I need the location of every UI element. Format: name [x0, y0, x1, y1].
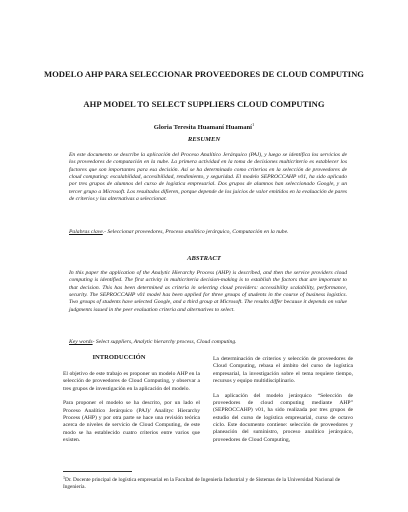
palabras-clave [69, 229, 347, 236]
resumen-text: En este documento se describe la aplicación del Proceso Analítico Jerárquico (PAJ), y luego se identifica los servicios de los proveedores de computación en la nube. La primera actividad en la toma de decisiones multicriterio es establecer los factores que son importantes para esa decisión. Así se ha determinado como criterios en la selección de proveedores de cloud computing: escalabilidad, accesibilidad, rendimiento, y seguridad. El modelo SEPROCCAHP v01, ha sido aplicado por tres grupos de alumnos del curso de logística empresarial. Dos grupos de alumnos han seleccionado Google, y un tercer grupo a Microsoft. Los resultados difieren, porque depende de los juicios de valor emitidos en la evaluación de pares de criterios y las alternativas a seleccionar. [69, 152, 347, 203]
keywords-text: - Select suppliers, Analytic hierarchy process, Cloud computing. [92, 339, 237, 345]
resumen-heading: RESUMEN [187, 136, 221, 143]
abstract-heading: ABSTRACT [187, 255, 221, 262]
footnote-text: Dr. Docente principal de logística empresarial en la Facultad de Ingeniería Industrial y de Sistemas de la Universidad Nacional de Ingeniería. [63, 477, 341, 490]
palabras-clave-label: Palabras clave [69, 229, 103, 235]
title-spanish: MODELO AHP PARA SELECCIONAR PROVEEDORES DE CLOUD COMPUTING [44, 69, 364, 79]
right-paragraph: La aplicación del modelo jerárquico “Selección de proveedores de cloud computing mediante AHP” (SEPROCCAHP) v01, ha sido realizada por tres grupos de estudio del curso de logística empresarial, curso de octavo ciclo. Este documento contiene: selección de proveedores y planeación del suministro, proceso analítico jerárquico, proveedores de Cloud Computing, [213, 392, 353, 443]
left-paragraph: Para proponer el modelo se ha descrito, por un lado el Proceso Analítico Jerárquico (PAJ)/ Analityc Hierarchy Process (AHP) y por otra parte se hace una revisión teórica acerca de niveles de servicio de Cloud Computing, de este modo se ha establecido cuatro criterios entre varios que existen. [63, 400, 200, 444]
keywords [69, 339, 347, 346]
palabras-clave-text: .- Seleccionar proveedores, Proceso analítico jerárquico, Computación en la nube. [102, 229, 289, 235]
author-line [40, 121, 368, 132]
keywords-label: Key words [69, 339, 93, 345]
right-paragraph: La determinación de criterios y selección de proveedores de Cloud Computing, rebasa el ámbito del curso de logística empresarial, la investigación sobre el tema requiere tiempo, recursos y equipo multidisciplinario. [213, 356, 353, 385]
author-name: Gloria Teresita Huamaní Huamaní [153, 124, 252, 131]
title-english: AHP MODEL TO SELECT SUPPLIERS CLOUD COMPUTING [83, 99, 325, 109]
footnote-divider [63, 471, 132, 472]
left-paragraph: El objetivo de este trabajo es proponer un modelo AHP en la selección de proveedores de Cloud Computing, y observar a tres grupos de investigación en la aplicación del modelo. [63, 371, 200, 392]
footnote-mark: 1 [63, 475, 65, 480]
left-column [63, 371, 200, 444]
right-column [213, 356, 353, 444]
introduccion-heading: INTRODUCCIÓN [92, 354, 146, 361]
abstract-text: In this paper the application of the Analytic Hierarchy Process (AHP) is described, and then the service providers cloud computing is identified. The first activity in multicriteria decision-making is to establish the factors that are important to that decision. This has been determined as criteria in selecting cloud providers: accessibility scalability, performance, security. The SEPROCCAHP v01 model has been applied for three groups of students in the course of business logistics. Two groups of students have selected Google, and a third group at Microsoft. The results differ because it depends on value judgments issued in the peer evaluation criteria and alternatives to select. [69, 270, 347, 313]
author-footnote-mark: 1 [252, 122, 255, 127]
footnote [63, 474, 350, 491]
